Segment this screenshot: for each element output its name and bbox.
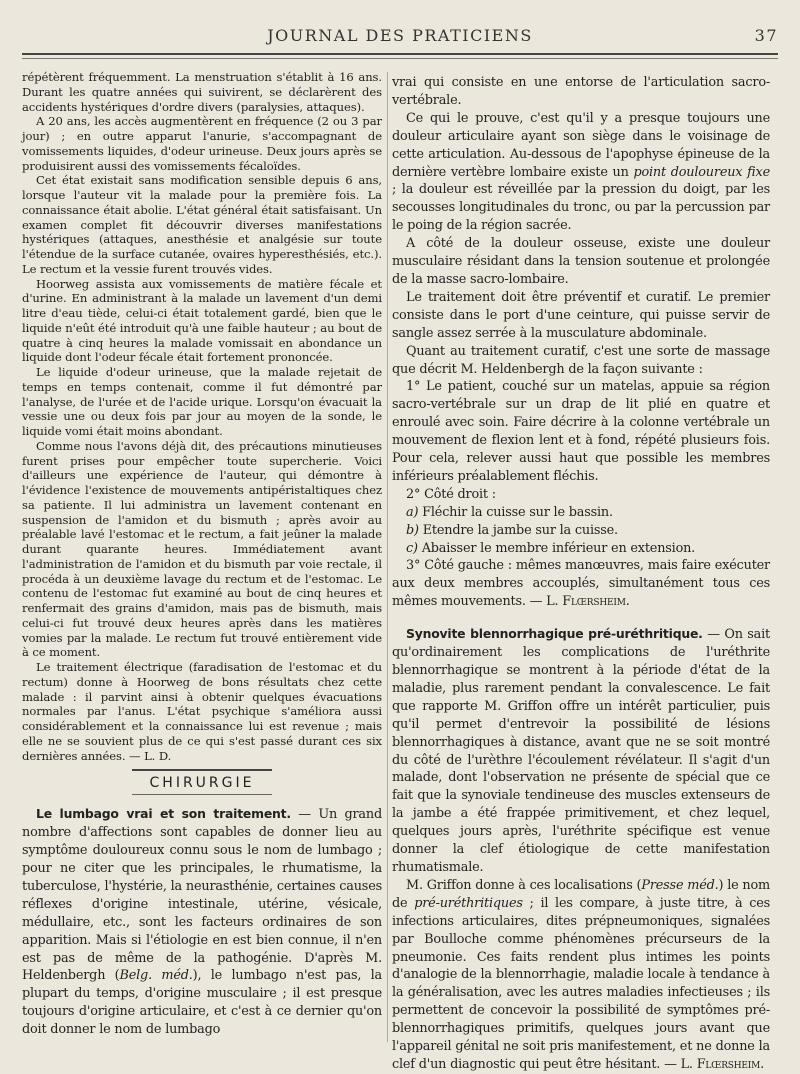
author-signature: L. Flœrsheim. (680, 1056, 765, 1072)
paragraph: Le liquide d'odeur urineuse, que la malade rejetait de temps en temps contenait, comme il fut démontré par l'analyse, de l'urée et de l'acide urique. Lorsqu'on évacuait la vessie une ou deux fois par jour au moyen de la sonde, le liquide vomi était moins abondant. (22, 365, 382, 438)
article-text: — Un grand nombre d'affections sont capables de donner lieu au symptôme douloureux connu sous le nom de lumbago ; pour ne citer que les principales, le rhumatisme, la tuberculose, l'hystérie, la neurasthénie, certaines causes réflexes d'origine intestinale, utérine, vésicale, médullaire, etc., sont les facteurs ordinaires de son apparition. Mais si l'étiologie en est bien connue, il n'en est pas de même de la pathogénie. D'après M. Heldenbergh ( (22, 807, 382, 984)
paragraph: Comme nous l'avons déjà dit, des précautions minutieuses furent prises pour empêcher toute supercherie. Voici d'ailleurs une expérience de l'auteur, qui démontre à l'évidence l'existence de mouvements antipéristaltiques chez sa patiente. Il lui administra un lavement contenant en suspension de l'amidon et du bismuth ; après avoir au préalable lavé l'estomac et le rectum, a fait jeûner la malade durant quarante heures. Immédiatement avant l'administration de l'amidon et du bismuth par voie rectale, il procéda à un deuxième lavage du rectum et de l'estomac. Le contenu de l'estomac fut examiné au bout de cinq heures et renfermait des grains d'amidon, mais pas de bismuth, mais celui-ci fut trouvé deux heures après dans les matières vomies par la malade. Le rectum fut trouvé entièrement vide à ce moment. (22, 438, 382, 660)
article-separator (392, 611, 770, 625)
source-citation: Presse méd. (641, 877, 719, 893)
list-item (392, 540, 770, 558)
paragraph: Quant au traitement curatif, c'est une sorte de massage que décrit M. Heldenbergh de la façon suivante : (392, 343, 770, 377)
right-column (392, 74, 771, 1072)
list-marker: b) (406, 522, 419, 538)
paragraph: 2° Côté droit : (406, 486, 496, 502)
page-number: 37 (754, 26, 778, 45)
list-text: Fléchir la cuisse sur le bassin. (422, 504, 613, 520)
list-marker: c) (406, 540, 418, 556)
column-divider (387, 72, 388, 1042)
source-citation: Belg. méd. (119, 968, 193, 984)
emphasis-text: pré-uréthritiques (414, 895, 523, 911)
paragraph: A côté de la douleur osseuse, existe une douleur musculaire résidant dans la tension soutenue et prolongée de la masse sacro-lombaire. (392, 236, 770, 287)
section-heading: CHIRURGIE (132, 769, 272, 795)
article-title: Le lumbago vrai et son traitement. (36, 806, 291, 822)
author-signature: L. Flœrsheim. (546, 594, 630, 610)
text-span: Ce qui le prouve, c'est qu'il y a presque toujours une douleur articulaire ayant son siège dans le voisinage de cette articulation. Au-dessous de l'apophyse épineuse de la dernière vertèbre lombaire existe un (392, 110, 770, 180)
text-span: ; la douleur est réveillée par la pression du doigt, par les secousses longitudinales du tronc, ou par la percussion par le poing de la région sacrée. (392, 182, 770, 234)
emphasis-text: point douloureux fixe (633, 164, 771, 180)
article-title: Synovite blennorrhagique pré-uréthritique. (406, 626, 703, 642)
text-span: ) le nom de (392, 877, 770, 911)
paragraph: vrai qui consiste en une entorse de l'articulation sacro-vertébrale. (392, 75, 770, 108)
paragraph: Le traitement électrique (faradisation de l'estomac et du rectum) donne à Hoorweg de bons résultats chez cette malade : il parvint ainsi à obtenir quelques évacuations normales par l'anus. L'état psychique s'améliora aussi considérablement et la connaissance lui est revenue ; mais elle ne se souvient plus de ce qui s'est passé durant ces six dernières années. — L. D. (22, 660, 382, 763)
running-head (22, 26, 778, 50)
paragraph: A 20 ans, les accès augmentèrent en fréquence (2 ou 3 par jour) ; en outre apparut l'anurie, s'accompagnant de vomissements liquides, d'odeur urineuse. Deux jours après se produisirent aussi des vomissements fécaloïdes. (22, 114, 382, 173)
paragraph (392, 110, 770, 235)
paragraph: 1° Le patient, couché sur un matelas, appuie sa région sacro-vertébrale sur un drap de lit plié en quatre et enroulé avec soin. Faire décrire à la colonne vertébrale un mouvement de flexion lent et à fond, répété plusieurs fois. Pour cela, relever aussi haut que possible les membres inférieurs préalablement fléchis. (392, 379, 770, 484)
list-item (392, 522, 770, 540)
list-item (392, 504, 770, 522)
paragraph: Cet état existait sans modification sensible depuis 6 ans, lorsque l'auteur vit la malade pour la première fois. La connaissance était abolie. L'état général était satisfaisant. Un examen complet fit découvrir diverses manifestations hystériques (attaques, anesthésie et analgésie sur toute l'étendue de la surface cutanée, ovaires hyperesthésiés, etc.). Le rectum et la vessie furent trouvés vides. (22, 173, 382, 276)
paragraph: Hoorweg assista aux vomissements de matière fécale et d'urine. En administrant à la malade un lavement d'un demi litre d'eau tiède, celui-ci était totalement gardé, bien que le liquide n'eût été introduit qu'à une faible hauteur ; au bout de quatre à cinq heures la malade vomissait en abondance un liquide dont l'odeur fécale était fortement prononcée. (22, 276, 382, 365)
list-marker: a) (406, 504, 419, 520)
paragraph: Le traitement doit être préventif et curatif. Le premier consiste dans le port d'une ceinture, qui puisse servir de sangle assez serrée à la musculature abdominale. (392, 289, 770, 341)
text-span: ; il les compare, à juste titre, à ces infections articulaires, dites prépneumoniques, signalées par Boulloche comme phénomènes précurseurs de la pneumonie. Ces faits rendent plus intimes les points d'analogie de la blennorrhagie, maladie locale à tendance à la généralisation, avec les autres maladies infectieuses ; ils permettent de concevoir la possibilité de symptômes pré-blennorrhagiques primitifs, quelques jours avant que l'appareil génital ne soit pris manifestement, et ne donne la clef d'un diagnostic qui peut être hésitant. — (392, 895, 770, 1072)
paragraph (392, 557, 770, 611)
hysteria-case-continuation (22, 70, 382, 763)
list-text: Etendre la jambe sur la cuisse. (422, 522, 618, 538)
article-text: — On sait qu'ordinairement les complications de l'uréthrite blennorrhagique se montrent à la période d'état de la maladie, plus rarement pendant la convalescence. Le fait que rapporte M. Griffon offre un intérêt particulier, puis qu'il permet d'entrevoir la possibilité de lésions blennorrhagiques à distance, avant que ne se soit montré du côté de l'urèthre l'écoulement révélateur. Il s'agit d'un malade, dont l'observation ne présente de spécial que ce fait que la synoviale tendineuse des muscles extenseurs de la jambe a été frappée primitivement, et chez lequel, quelques jours après, l'uréthrite spécifique est venue donner la clef étiologique de cette manifestation rhumatismale. (392, 627, 770, 875)
left-column (22, 70, 382, 1045)
header-rule-thin (22, 58, 778, 59)
text-span: 3° Côté gauche : mêmes manœuvres, mais faire exécuter aux deux membres accouplés, simultanément tous ces mêmes mouvements. — (392, 558, 770, 610)
journal-title: JOURNAL DES PRATICIENS (267, 26, 533, 45)
article-lead-paragraph (22, 805, 382, 1039)
lumbago-article (22, 805, 382, 1039)
article-lead-paragraph (392, 625, 770, 877)
text-span: M. Griffon donne à ces localisations ( (406, 877, 642, 893)
paragraph (392, 877, 770, 1074)
article-text: ), le lumbago n'est pas, la plupart du temps, d'origine musculaire ; il est presque toujours d'origine articulaire, et c'est à ce dernier qu'on doit donner le nom de lumbago (22, 968, 382, 1038)
paragraph: répétèrent fréquemment. La menstruation s'établit à 16 ans. Durant les quatre années qui suivirent, se déclarèrent des accidents hystériques d'ordre divers (paralysies, attaques). (22, 70, 382, 114)
header-rule (22, 53, 778, 55)
list-text: Abaisser le membre inférieur en extension. (421, 540, 696, 556)
